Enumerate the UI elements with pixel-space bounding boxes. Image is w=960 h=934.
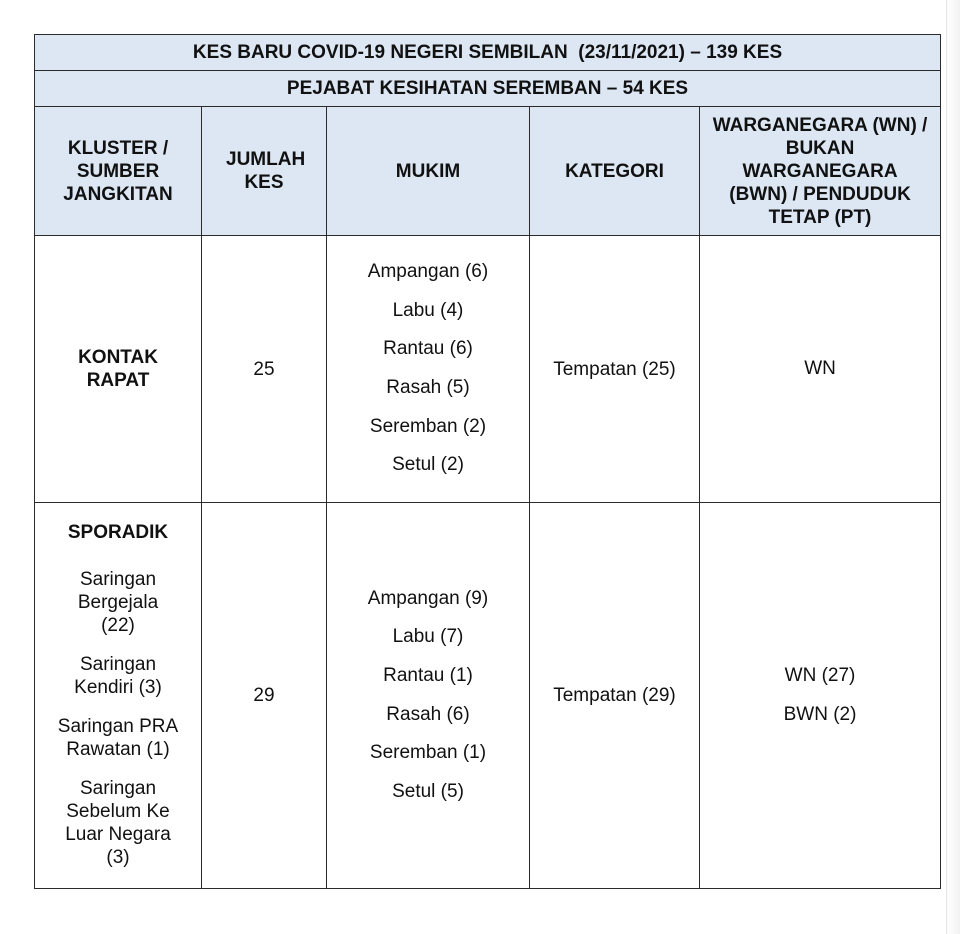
header-kategori: KATEGORI [530, 107, 700, 236]
kategori-cell: Tempatan (29) [530, 503, 700, 889]
subtitle-row [35, 71, 941, 107]
kategori-cell: Tempatan (25) [530, 236, 700, 503]
mukim-item: Ampangan (9) [367, 587, 489, 609]
mukim-cell [327, 236, 530, 503]
table-title: KES BARU COVID-19 NEGERI SEMBILAN (23/11/2021) – 139 KES [35, 35, 941, 71]
covid-case-table [34, 34, 941, 889]
kluster-sub-item: Saringan PRA Rawatan (1) [57, 716, 179, 760]
kluster-cell: KONTAK RAPAT [35, 236, 202, 503]
warganegara-item: WN (27) [784, 664, 856, 686]
kluster-sub-item: Saringan Bergejala (22) [77, 569, 159, 636]
mukim-item: Ampangan (6) [367, 261, 489, 283]
warganegara-cell [700, 236, 941, 503]
mukim-item: Rantau (6) [383, 338, 473, 360]
mukim-item: Seremban (2) [369, 415, 487, 437]
warganegara-item: WN [804, 357, 836, 379]
header-kluster: KLUSTER / SUMBER JANGKITAN [35, 107, 202, 236]
header-jumlah: JUMLAH KES [202, 107, 327, 236]
header-warganegara: WARGANEGARA (WN) / BUKAN WARGANEGARA (BWN) / PENDUDUK TETAP (PT) [700, 107, 941, 236]
header-row [35, 107, 941, 236]
mukim-item: Labu (7) [392, 626, 464, 648]
jumlah-cell: 25 [202, 236, 327, 503]
mukim-item: Seremban (1) [369, 742, 487, 764]
kluster-sub-item: Saringan Sebelum Ke Luar Negara (3) [65, 778, 171, 868]
warganegara-cell [700, 503, 941, 889]
page-edge [946, 0, 960, 934]
mukim-item: Rantau (1) [383, 664, 473, 686]
title-row [35, 35, 941, 71]
jumlah-cell: 29 [202, 503, 327, 889]
header-mukim: MUKIM [327, 107, 530, 236]
warganegara-item: BWN (2) [783, 703, 857, 725]
mukim-item: Setul (2) [392, 454, 464, 476]
kluster-cell [35, 503, 202, 889]
mukim-item: Rasah (5) [386, 377, 470, 398]
table-row [35, 236, 941, 503]
mukim-cell [327, 503, 530, 889]
mukim-item: Rasah (6) [386, 703, 470, 725]
kluster-sub-item: Saringan Kendiri (3) [74, 654, 162, 698]
mukim-item: Setul (5) [392, 780, 464, 802]
table-row [35, 503, 941, 889]
mukim-item: Labu (4) [392, 299, 464, 321]
table-subtitle: PEJABAT KESIHATAN SEREMBAN – 54 KES [35, 71, 941, 107]
kluster-title: SPORADIK [67, 522, 169, 543]
